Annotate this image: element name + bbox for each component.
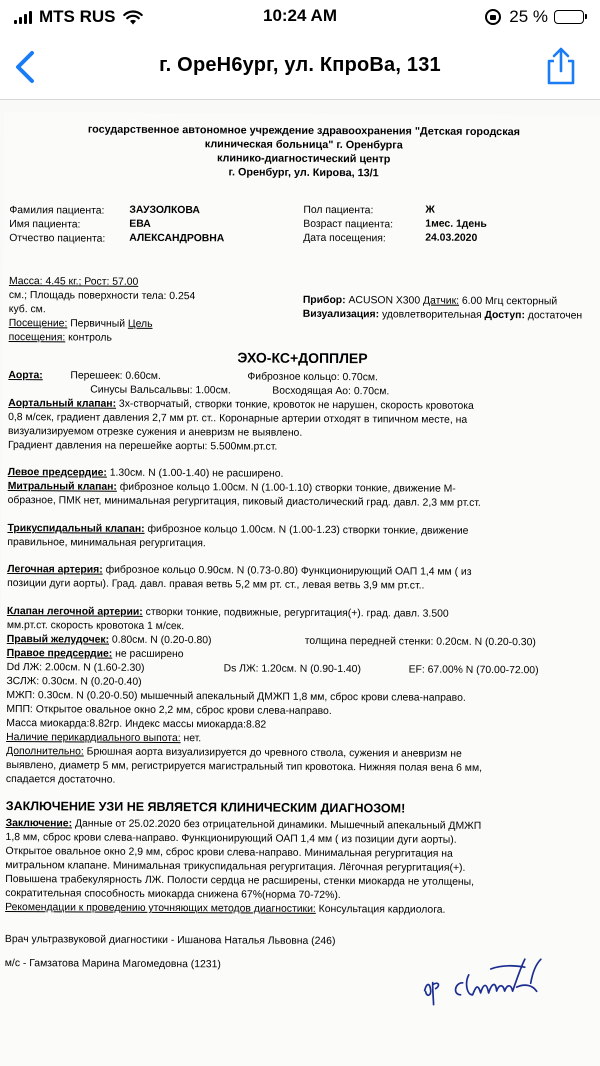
additional-line-2: выявлено, диаметр 5 мм, регистрируется магистральный тип кровотока. Нижняя полая вена 6 мм, bbox=[5, 760, 483, 774]
pericardial-line: Наличие перикардиального выпота: нет. bbox=[6, 732, 202, 745]
additional-line-3: спадается достаточно. bbox=[5, 774, 116, 786]
conclusion-line-4: митральном клапане. Минимальная трикуспидальная регургитация. Лёгочная регургитация(+). bbox=[5, 860, 466, 874]
orientation-lock-icon bbox=[485, 9, 501, 25]
conclusion-line-6: сократительная способность миокарда снижена 67%(норма 70-72%). bbox=[5, 888, 341, 902]
header-line-1: государственное автономное учреждение здравоохранения "Детская городская bbox=[87, 123, 520, 139]
header-line-2: клиническая больница" г. Оренбурга bbox=[204, 138, 403, 152]
sex-label: Пол пациента: bbox=[303, 204, 374, 217]
date-value: 24.03.2020 bbox=[425, 232, 478, 244]
left-atrium-line: Левое предсердие: 1.30см. N (1.00-1.40) не расширено. bbox=[7, 467, 284, 480]
params-line-3: куб. см. bbox=[8, 304, 46, 316]
aorta-sinus: Синусы Вальсальвы: 1.00см. bbox=[90, 384, 231, 397]
battery-percent: 25 % bbox=[509, 7, 548, 26]
aortic-valve-line-2: 0,8 м/сек, градиент давления 2,7 мм рт. ст.. Коронарные артерии отходят в типичном месте, на bbox=[8, 412, 468, 426]
right-atrium-line: Правое предсердие: не расширено bbox=[6, 648, 184, 661]
medical-report bbox=[0, 112, 600, 1066]
anterior-wall-line: толщина передней стенки: 0.20см. N (0.20-0.30) bbox=[304, 635, 536, 649]
name-value: ЕВА bbox=[129, 218, 151, 230]
header-line-3: клинико-диагностический центр bbox=[216, 152, 391, 166]
pulmonary-artery-line-2: позиции дуги аорты). Град. давл. правая ветвь 5,2 мм рт. ст., левая ветвь 3,9 мм рт.ст.. bbox=[7, 578, 425, 592]
pulmonary-valve-line-1: Клапан легочной артерии: створки тонкие, подвижные, регургитация(+). град. давл. 3.500 bbox=[6, 606, 449, 620]
lv-ds: Ds ЛЖ: 1.20см. N (0.90-1.40) bbox=[223, 663, 361, 676]
conclusion-line-1: Заключение: Данные от 25.02.2020 без отрицательной динамики. Мышечный апекальный ДМЖП bbox=[5, 818, 482, 832]
goal-line: посещения: контроль bbox=[8, 332, 112, 344]
lv-ef: EF: 67.00% N (70.00-72.00) bbox=[408, 664, 539, 677]
pulmonary-valve-line-2: мм.рт.ст. скорость кровотока 1 м/сек. bbox=[6, 620, 185, 633]
page-title: г. ОреН6ург, ул. КпроВа, 131 bbox=[159, 54, 441, 76]
conclusion-line-3: Открытое овальное окно 2,9 мм, сброс крови слева-направо. Минимальная регургитация на bbox=[5, 846, 453, 860]
patronymic-value: АЛЕКСАНДРОВНА bbox=[129, 232, 225, 245]
sex-value: Ж bbox=[425, 204, 435, 216]
mitral-valve-line-1: Митральный клапан: фиброзное кольцо 1.00см. N (1.00-1.10) створки тонкие, движение М- bbox=[7, 481, 456, 495]
battery-icon bbox=[554, 10, 584, 24]
age-label: Возраст пациента: bbox=[303, 218, 394, 231]
share-icon[interactable] bbox=[544, 46, 578, 86]
tricuspid-valve-line-2: правильное, минимальная регургитация. bbox=[7, 537, 206, 550]
document-photo[interactable] bbox=[0, 100, 600, 1066]
myocardial-mass-line: Масса миокарда:8.82гр. Индекс массы миокарда:8.82 bbox=[6, 718, 267, 731]
ias-line: МПП: Открытое овальное окно 2,2 мм, сброс крови слева-направо. bbox=[6, 704, 332, 718]
conclusion-line-2: 1,8 мм, сброс крови слева-направо. Функционирующий ОАП 1,4 мм ( из позиции дуги аорты). bbox=[5, 832, 457, 846]
report-title: ЭХО-КС+ДОППЛЕР bbox=[237, 349, 368, 367]
lv-pw: ЗСЛЖ: 0.30см. N (0.20-0.40) bbox=[6, 676, 142, 688]
recommendation-line: Рекомендации к проведению уточняющих методов диагностики: Консультация кардиолога. bbox=[5, 902, 446, 916]
nurse-line: м/с - Гамзатова Марина Магомедовна (1231) bbox=[4, 958, 221, 971]
date-label: Дата посещения: bbox=[303, 232, 386, 245]
name-label: Имя пациента: bbox=[9, 219, 81, 231]
doctor-line: Врач ультразвуковой диагностики - Ишанова Наталья Львовна (246) bbox=[4, 934, 336, 948]
lv-dd: Dd ЛЖ: 2.00см. N (1.60-2.30) bbox=[6, 662, 145, 674]
battery-group bbox=[485, 7, 584, 27]
visualization-line: Визуализация: удовлетворительная Доступ: достаточен bbox=[302, 308, 583, 322]
age-value: 1мес. 1день bbox=[425, 218, 487, 230]
navigation-bar bbox=[0, 34, 600, 100]
patronymic-label: Отчество пациента: bbox=[9, 233, 106, 245]
params-line-1: Масса: 4.45 кг.; Рост: 57.00 bbox=[8, 276, 139, 288]
aorta-ascending: Восходящая Ао: 0.70см. bbox=[272, 385, 390, 398]
aortic-valve-line-3: визуализируемом отрезке сужения и аневризм не выявлено. bbox=[8, 426, 303, 439]
surname-value: ЗАУЗОЛКОВА bbox=[129, 204, 200, 217]
aorta-isthmus: Перешеек: 0.60см. bbox=[70, 370, 161, 382]
additional-line-1: Дополнительно: Брюшная аорта визуализируется до чревного ствола, сужения и аневризм не bbox=[6, 746, 462, 760]
status-bar bbox=[0, 0, 600, 34]
conclusion-warning: ЗАКЛЮЧЕНИЕ УЗИ НЕ ЯВЛЯЕТСЯ КЛИНИЧЕСКИМ ДИАГНОЗОМ! bbox=[5, 799, 406, 816]
conclusion-line-5: Повышена трабекулярность ЛЖ. Полости сердца не расширены, стенки миокарда не утолщены, bbox=[5, 874, 475, 888]
surname-label: Фамилия пациента: bbox=[9, 205, 105, 217]
handwritten-signature bbox=[421, 953, 571, 1008]
mitral-valve-line-2: образное, ПМК нет, минимальная регургитация, пиковый диастолический град. давл. 2,3 мм рт.ст. bbox=[7, 495, 481, 509]
ivs-line: МЖП: 0.30см. N (0.20-0.50) мышечный апекальный ДМЖП 1,8 мм, сброс крови слева-направо. bbox=[6, 690, 466, 704]
aorta-ring: Фиброзное кольцо: 0.70см. bbox=[247, 371, 378, 384]
aortic-valve-line-4: Градиент давления на перешейке аорты: 5.500мм.рт.ст. bbox=[7, 440, 278, 453]
tricuspid-valve-line-1: Трикуспидальный клапан: фиброзное кольцо 1.00см. N (1.00-1.23) створки тонкие, движение bbox=[7, 523, 469, 537]
clock: 10:24 AM bbox=[262, 6, 337, 25]
pulmonary-artery-line-1: Легочная артерия: фиброзное кольцо 0.90см. N (0.73-0.80) Функционирующий ОАП 1,4 мм ( из bbox=[7, 564, 472, 578]
right-ventricle-line: Правый желудочек: 0.80см. N (0.20-0.80) bbox=[6, 634, 212, 647]
header-line-4: г. Оренбург, ул. Кирова, 13/1 bbox=[228, 166, 379, 180]
device-line: Прибор: ACUSON X300 Датчик: 6.00 Мгц секторный bbox=[302, 294, 558, 308]
params-line-2: см.; Площадь поверхности тела: 0.254 bbox=[8, 290, 196, 303]
chevron-left-icon[interactable] bbox=[10, 48, 44, 86]
aorta-label: Аорта: bbox=[8, 370, 43, 382]
carrier-name: MTS RUS bbox=[39, 7, 116, 26]
aortic-valve-line-1: Аортальный клапан: 3х-створчатый, створки тонкие, кровоток не нарушен, скорость кровотока bbox=[8, 398, 474, 412]
visit-line: Посещение: Первичный Цель bbox=[8, 318, 153, 330]
